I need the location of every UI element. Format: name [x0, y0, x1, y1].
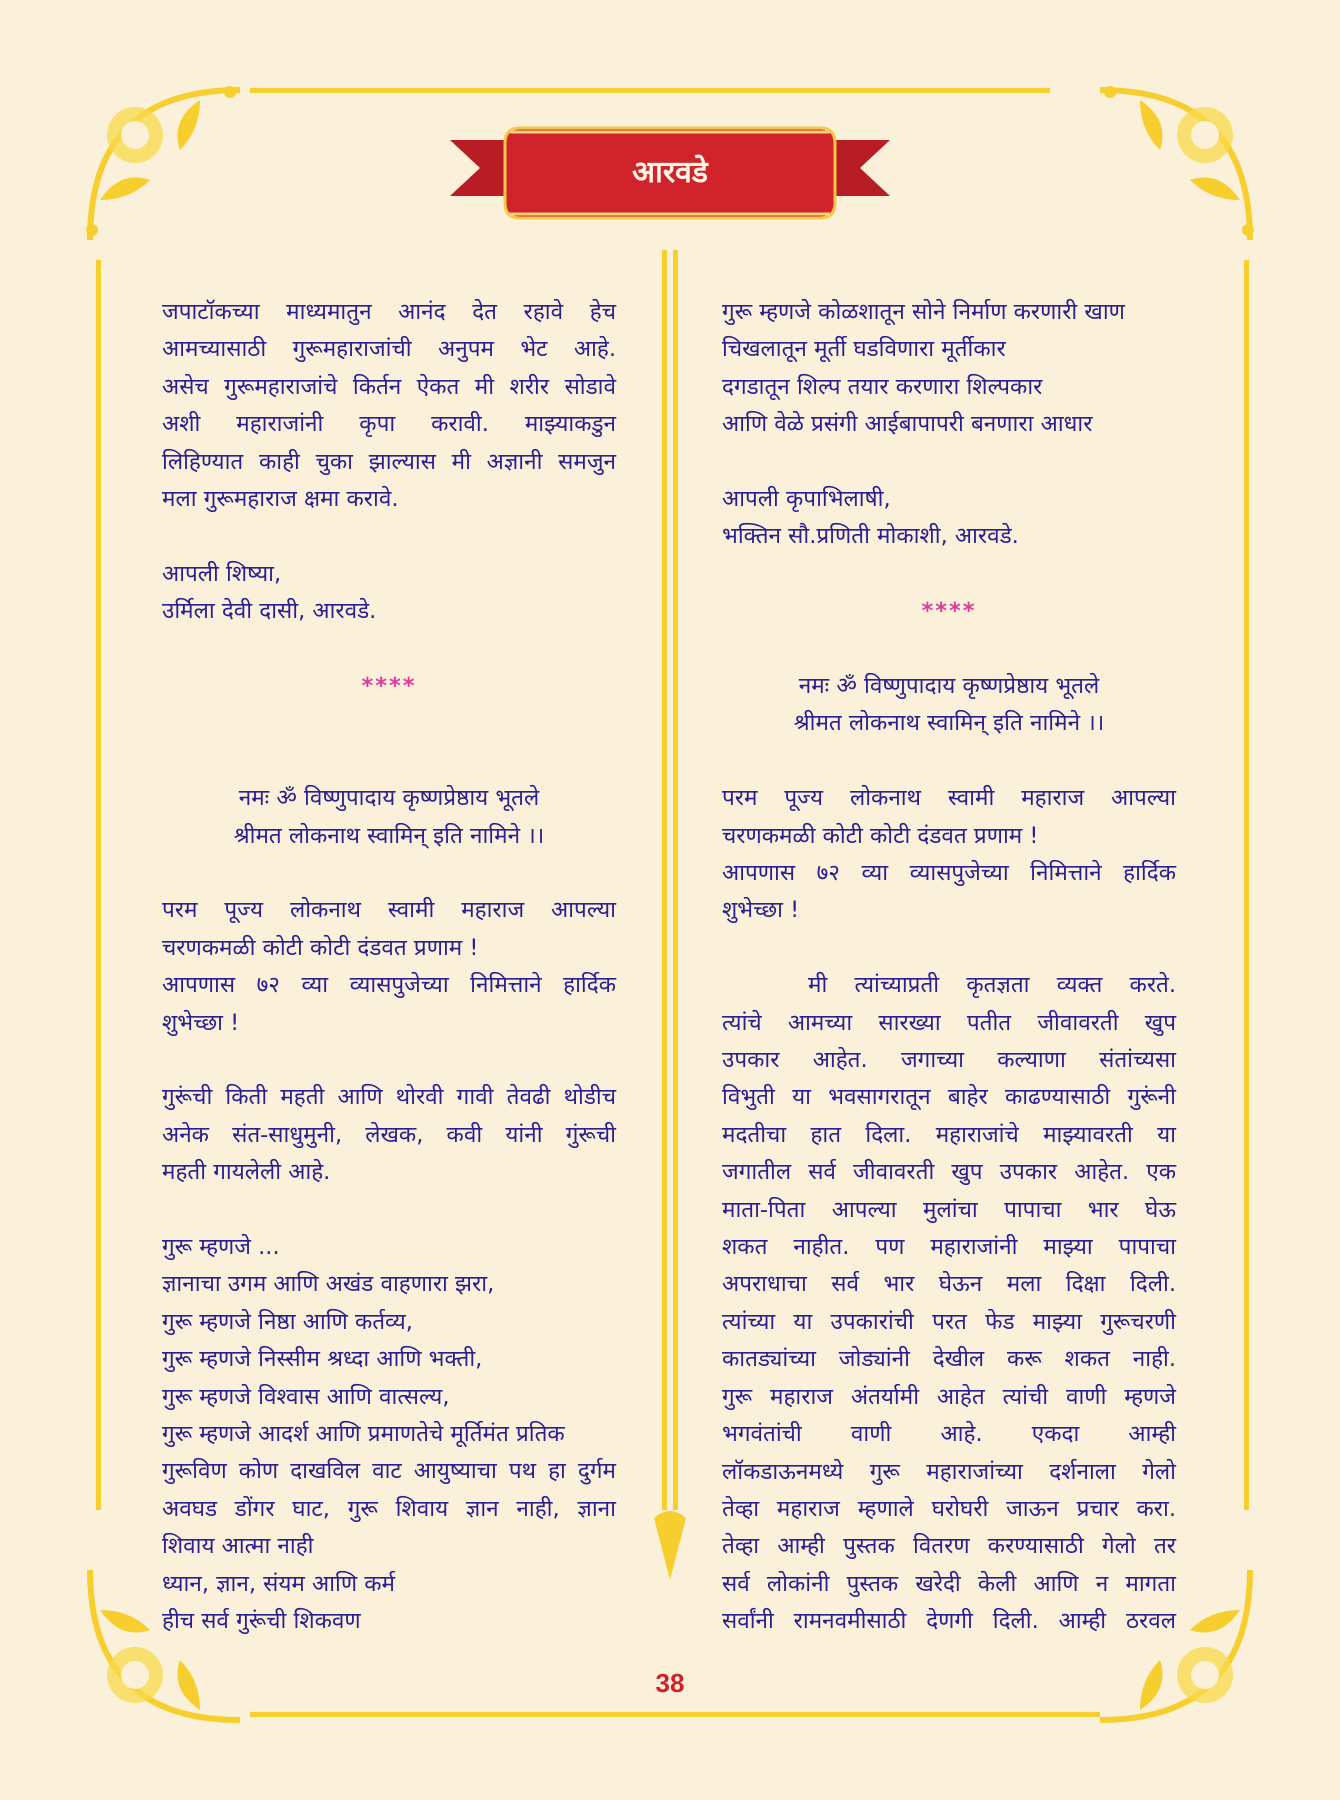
right-greeting-line: आपणास ७२ व्या व्यासपुजेच्या निमित्ताने हार्दिक [722, 860, 1176, 887]
right-para2-line: त्यांच्या या उपकारांची परत फेड माझ्या गुरूचरणी [722, 1308, 1176, 1335]
right-para2-line: भगवंतांची वाणी आहे. एकदा आम्ही [722, 1421, 1176, 1448]
right-signature-line: भक्तिन सौ.प्रणिती मोकाशी, आरवडे. [722, 523, 1019, 550]
left-guru-list-line: गुरू म्हणजे विश्वास आणि वात्सल्य, [162, 1383, 450, 1410]
right-greeting-line: शुभेच्छा ! [722, 897, 800, 924]
left-guru-list-line: गुरू म्हणजे आदर्श आणि प्रमाणतेचे मूर्तिमंत प्रतिक [162, 1421, 565, 1448]
right-para2-line: कातड्यांच्या जोड्यांनी देखील करू शकत नाही. [722, 1346, 1176, 1373]
right-mantra-line: श्रीमत लोकनाथ स्वामिन् इति नामिने ।। [793, 710, 1105, 737]
left-para1-line: मला गुरूमहाराज क्षमा करावे. [162, 486, 399, 513]
right-para1-line: आणि वेळे प्रसंगी आईबापापरी बनणारा आधार [722, 411, 1093, 438]
right-para2-line: लॉकडाऊनमध्ये गुरू महाराजांच्या दर्शनाला गेलो [722, 1458, 1176, 1485]
left-para1-line: असेच गुरूमहाराजांचे किर्तन ऐकत मी शरीर सोडावे [162, 373, 616, 400]
left-para1-line: अशी महाराजांनी कृपा करावी. माझ्याकडुन [162, 411, 616, 438]
left-para2-line: अनेक संत-साधुमुनी, लेखक, कवी यांनी गुंरूची [162, 1121, 616, 1148]
right-para2-line: उपकार आहेत. जगाच्या कल्याणा संतांच्यसा [722, 1047, 1176, 1074]
left-para3-line: अवघड डोंगर घाट, गुरू शिवाय ज्ञान नाही, ज्ञाना [162, 1495, 616, 1522]
frame-right-line [1244, 260, 1249, 1510]
right-column [722, 294, 1176, 1641]
page-number: 38 [655, 1668, 685, 1698]
banner-title: आरवडे [632, 155, 708, 190]
column-divider [648, 250, 692, 1610]
left-signature-line: आपली शिष्या, [162, 560, 282, 587]
right-para2-line: सर्वांनी रामनवमीसाठी देणगी दिली. आम्ही ठरवल [722, 1608, 1176, 1635]
left-greeting-line: चरणकमळी कोटी कोटी दंडवत प्रणाम ! [162, 934, 479, 961]
right-greeting-line: परम पूज्य लोकनाथ स्वामी महाराज आपल्या [722, 785, 1176, 812]
left-closing-line: ध्यान, ज्ञान, संयम आणि कर्म [162, 1570, 396, 1597]
left-guru-list-line: ज्ञानाचा उगम आणि अखंड वाहणारा झरा, [162, 1271, 495, 1298]
right-para2-line: तेव्हा आम्ही पुस्तक वितरण करण्यासाठी गेलो तर [722, 1533, 1176, 1560]
right-mantra-line: नमः ॐ विष्णुपादाय कृष्णप्रेष्ठाय भूतले [798, 673, 1100, 700]
left-column [162, 294, 616, 1641]
left-para2-line: गुरूंची किती महती आणि थोरवी गावी तेवढी थोडीच [162, 1084, 616, 1111]
right-greeting-line: चरणकमळी कोटी कोटी दंडवत प्रणाम ! [722, 822, 1039, 849]
left-para2-line: महती गायलेली आहे. [162, 1159, 331, 1186]
left-guru-list-line: गुरू म्हणजे निस्सीम श्रध्दा आणि भक्ती, [162, 1346, 483, 1373]
left-para1-line: लिहिण्यात काही चुका झाल्यास मी अज्ञानी समजुन [162, 448, 616, 475]
right-para2-line: त्यांचे आमच्या सारख्या पतीत जीवावरती खुप [722, 1009, 1176, 1036]
right-para2-line: जगातील सर्व जीवावरती खुप उपकार आहेत. एक [722, 1159, 1176, 1186]
frame-bottom-line [250, 1712, 1100, 1717]
left-mantra-line: नमः ॐ विष्णुपादाय कृष्णप्रेष्ठाय भूतले [238, 785, 540, 812]
right-para2-line: विभुती या भवसागरातून बाहेर काढण्यासाठी गुरूंनी [722, 1084, 1176, 1111]
right-para2-line: गुरू महाराज अंतर्यामी आहेत त्यांची वाणी म्हणजे [722, 1383, 1176, 1410]
left-guru-list-line: गुरू म्हणजे ... [162, 1234, 280, 1261]
left-para1-line: जपाटॉकच्या माध्यमातुन आनंद देत रहावे हेच [162, 299, 616, 325]
right-para2-line: सर्व लोकांनी पुस्तक खरेदी केली आणि न मागता [722, 1570, 1176, 1597]
right-para1-line: चिखलातून मूर्ती घडविणारा मूर्तीकार [722, 336, 1006, 363]
right-para2-line: माता-पिता आपल्या मुलांचा पापाचा भार घेऊ [722, 1196, 1176, 1223]
left-para3-line: शिवाय आत्मा नाही [162, 1533, 314, 1560]
right-para2-line: अपराधाचा सर्व भार घेऊन मला दिक्षा दिली. [722, 1271, 1176, 1298]
left-greeting-line: परम पूज्य लोकनाथ स्वामी महाराज आपल्या [162, 897, 616, 924]
left-stars-separator: **** [361, 673, 417, 700]
right-para1-line: दगडातून शिल्प तयार करणारा शिल्पकार [722, 373, 1043, 400]
right-signature-line: आपली कृपाभिलाषी, [722, 486, 891, 513]
left-greeting-line: आपणास ७२ व्या व्यासपुजेच्या निमित्ताने हार्दिक [162, 972, 616, 999]
left-para1-line: आमच्यासाठी गुरूमहाराजांची अनुपम भेट आहे. [162, 336, 616, 363]
right-para2-line: शकत नाहीत. पण महाराजांनी माझ्या पापाचा [722, 1234, 1176, 1261]
frame-left-line [96, 260, 101, 1510]
left-mantra-line: श्रीमत लोकनाथ स्वामिन् इति नामिने ।। [233, 822, 545, 849]
right-para2-line: मदतीचा हात दिला. महाराजांचे माझ्यावरती या [722, 1121, 1176, 1148]
left-signature-line: उर्मिला देवी दासी, आरवडे. [162, 598, 377, 625]
right-stars-separator: **** [921, 598, 977, 625]
right-para2-line: तेव्हा महाराज म्हणाले घरोघरी जाऊन प्रचार करा. [722, 1495, 1176, 1522]
left-guru-list-line: गुरू म्हणजे निष्ठा आणि कर्तव्य, [162, 1308, 413, 1335]
left-para3-line: गुरूविण कोण दाखविल वाट आयुष्याचा पथ हा दुर्गम [162, 1458, 616, 1485]
right-para2-line: मी त्यांच्याप्रती कृतज्ञता व्यक्त करते. [808, 972, 1176, 999]
left-closing-line: हीच सर्व गुरूंची शिकवण [162, 1608, 361, 1635]
left-greeting-line: शुभेच्छा ! [162, 1009, 240, 1036]
right-para1-line: गुरू म्हणजे कोळशातून सोने निर्माण करणारी खाण [722, 299, 1125, 325]
frame-top-line [250, 88, 1050, 93]
